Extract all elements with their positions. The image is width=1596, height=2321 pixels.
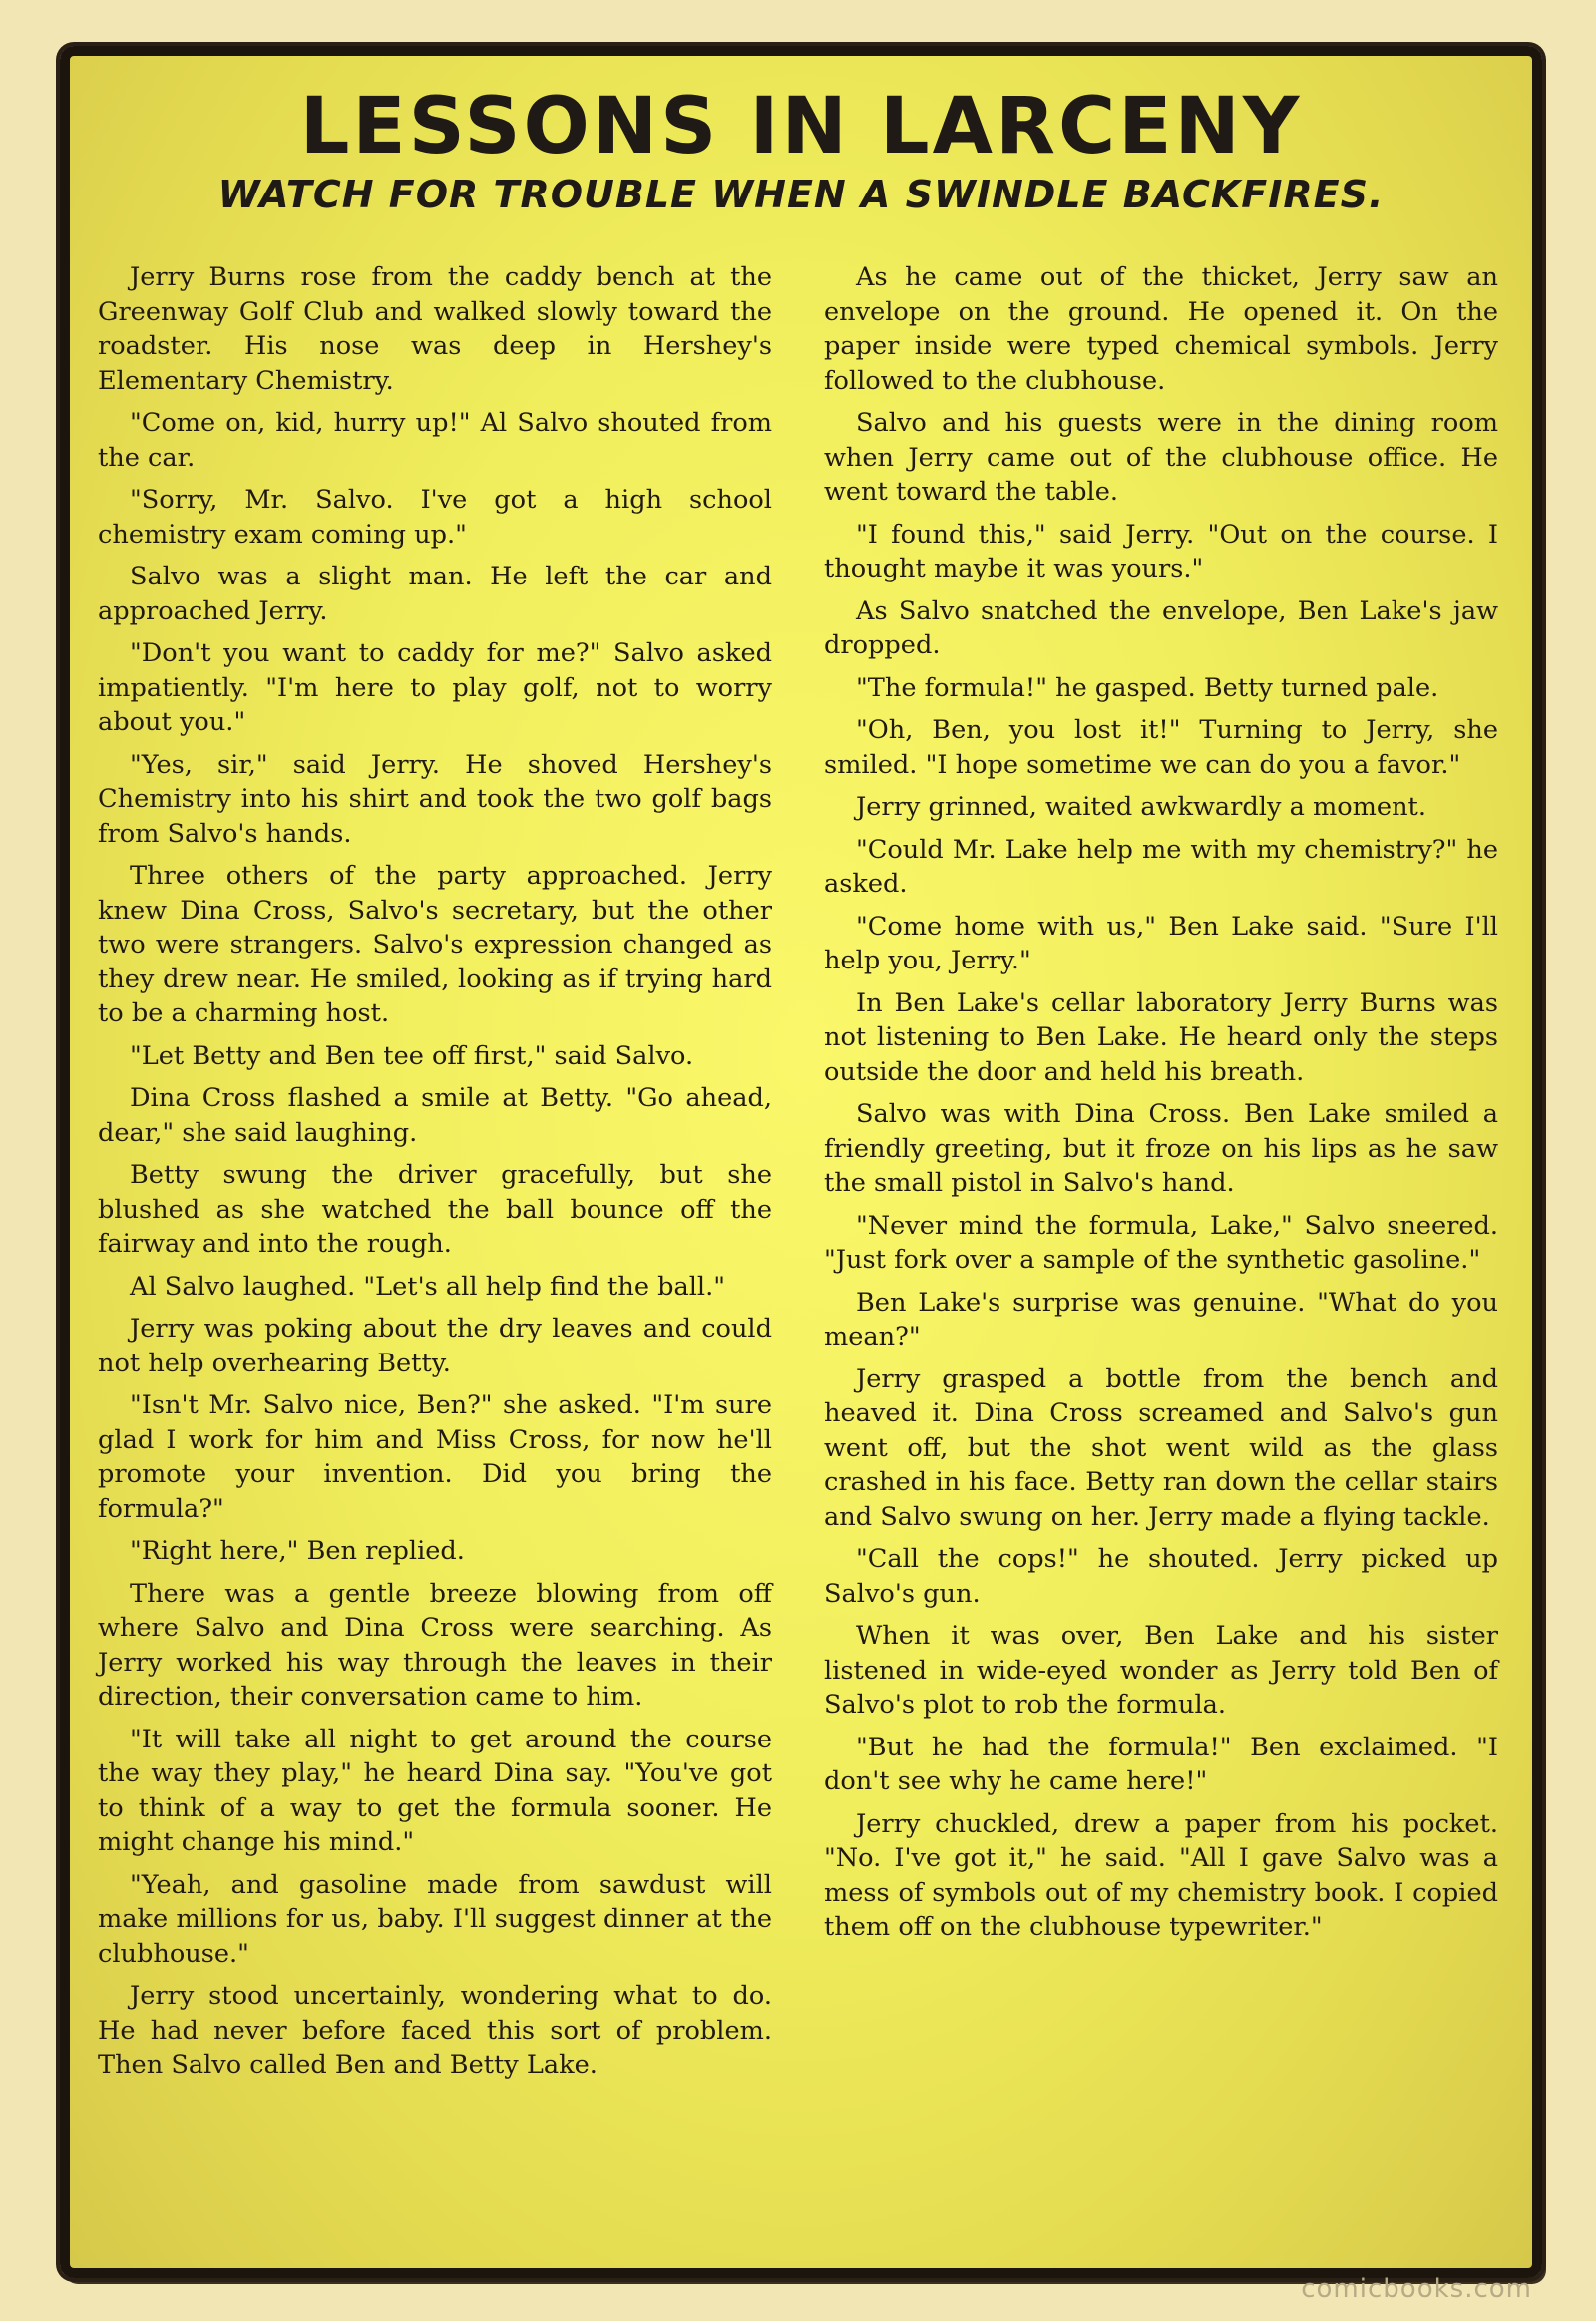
paragraph: Jerry chuckled, drew a paper from his pocket. "No. I've got it," he said. "All I gave Salvo was a mess of symbols out of my chemistry book. I copied them off on the clubhouse typewriter." — [824, 1808, 1498, 1942]
paragraph: Salvo was a slight man. He left the car and approached Jerry. — [98, 562, 772, 626]
paragraph: "Let Betty and Ben tee off first," said Salvo. — [130, 1040, 694, 1071]
paragraph: In Ben Lake's cellar laboratory Jerry Burns was not listening to Ben Lake. He heard only the steps outside the door and held his breath. — [824, 987, 1498, 1087]
paragraph: "Isn't Mr. Salvo nice, Ben?" she asked. "I'm sure glad I work for him and Miss Cross, for now he'll promote your invention. Did you bring the formula?" — [98, 1390, 772, 1524]
paragraph: As he came out of the thicket, Jerry saw an envelope on the ground. He opened it. On the paper inside were typed chemical symbols. Jerry followed to the clubhouse. — [824, 262, 1498, 396]
paragraph: "Come on, kid, hurry up!" Al Salvo shouted from the car. — [98, 408, 772, 473]
paragraph: Salvo and his guests were in the dining room when Jerry came out of the clubhouse office. He went toward the table. — [824, 408, 1498, 507]
paragraph: Jerry stood uncertainly, wondering what to do. He had never before faced this sort of problem. Then Salvo called Ben and Betty Lake. — [98, 1981, 772, 2080]
paragraph: "Yeah, and gasoline made from sawdust will make millions for us, baby. I'll suggest dinner at the clubhouse." — [98, 1869, 772, 1969]
paragraph: "Sorry, Mr. Salvo. I've got a high school chemistry exam coming up." — [98, 485, 772, 550]
paragraph: "Call the cops!" he shouted. Jerry picked up Salvo's gun. — [824, 1544, 1498, 1609]
watermark-text: comicbooks.com — [1301, 2274, 1532, 2304]
paragraph: Ben Lake's surprise was genuine. "What do you mean?" — [824, 1287, 1498, 1352]
paragraph: When it was over, Ben Lake and his sister listened in wide-eyed wonder as Jerry told Ben of Salvo's plot to rob the formula. — [824, 1621, 1498, 1720]
paragraph: Salvo was with Dina Cross. Ben Lake smiled a friendly greeting, but it froze on his lips as he saw the small pistol in Salvo's hand. — [824, 1099, 1498, 1198]
paragraph: As Salvo snatched the envelope, Ben Lake's jaw dropped. — [824, 595, 1498, 660]
paragraph: "Could Mr. Lake help me with my chemistry?" he asked. — [824, 834, 1498, 899]
paragraph: "It will take all night to get around the course the way they play," he heard Dina say. "You've got to think of a way to get the formula sooner. He might change his mind." — [98, 1724, 772, 1857]
paragraph: Al Salvo laughed. "Let's all help find the ball." — [130, 1271, 726, 1302]
right-text-column — [824, 260, 1498, 1953]
paragraph: Betty swung the driver gracefully, but she blushed as she watched the ball bounce off the fairway and into the rough. — [98, 1160, 772, 1259]
paragraph: Jerry Burns rose from the caddy bench at the Greenway Golf Club and walked slowly toward the roadster. His nose was deep in Hershey's Elementary Chemistry. — [98, 262, 772, 396]
paragraph: "Yes, sir," said Jerry. He shoved Hershey's Chemistry into his shirt and took the two golf bags from Salvo's hands. — [98, 749, 772, 849]
paragraph: "Right here," Ben replied. — [130, 1536, 465, 1566]
paragraph: "Oh, Ben, you lost it!" Turning to Jerry, she smiled. "I hope sometime we can do you a favor." — [824, 715, 1498, 780]
paragraph: There was a gentle breeze blowing from off where Salvo and Dina Cross were searching. As Jerry worked his way through the leaves in their direction, their conversation came to him. — [98, 1578, 772, 1712]
paragraph: Jerry was poking about the dry leaves and could not help overhearing Betty. — [98, 1314, 772, 1378]
paragraph: Jerry grasped a bottle from the bench and heaved it. Dina Cross screamed and Salvo's gun went off, but the shot went wild as the glass crashed in his face. Betty ran down the cellar stairs and Salvo swung on her. Jerry made a flying tackle. — [824, 1363, 1498, 1532]
paragraph: "Never mind the formula, Lake," Salvo sneered. "Just fork over a sample of the synthetic gasoline." — [824, 1210, 1498, 1275]
paragraph: Dina Cross flashed a smile at Betty. "Go ahead, dear," she said laughing. — [98, 1083, 772, 1148]
story-title: LESSONS IN LARCENY — [299, 82, 1303, 172]
paragraph: Jerry grinned, waited awkwardly a moment. — [856, 792, 1426, 822]
story-subtitle: WATCH FOR TROUBLE WHEN A SWINDLE BACKFIRES. — [217, 173, 1385, 216]
paragraph: "But he had the formula!" Ben exclaimed. "I don't see why he came here!" — [824, 1732, 1498, 1796]
paragraph: "I found this," said Jerry. "Out on the course. I thought maybe it was yours." — [824, 519, 1498, 583]
paragraph: Three others of the party approached. Jerry knew Dina Cross, Salvo's secretary, but the other two were strangers. Salvo's expression changed as they drew near. He smiled, looking as if trying hard to be a charming host. — [98, 861, 772, 1028]
story-panel — [60, 46, 1542, 2278]
paragraph: "Don't you want to caddy for me?" Salvo asked impatiently. "I'm here to play golf, not to worry about you." — [98, 638, 772, 737]
paragraph: "The formula!" he gasped. Betty turned pale. — [856, 672, 1439, 703]
left-text-column — [98, 260, 772, 2091]
paragraph: "Come home with us," Ben Lake said. "Sure I'll help you, Jerry." — [824, 911, 1498, 975]
